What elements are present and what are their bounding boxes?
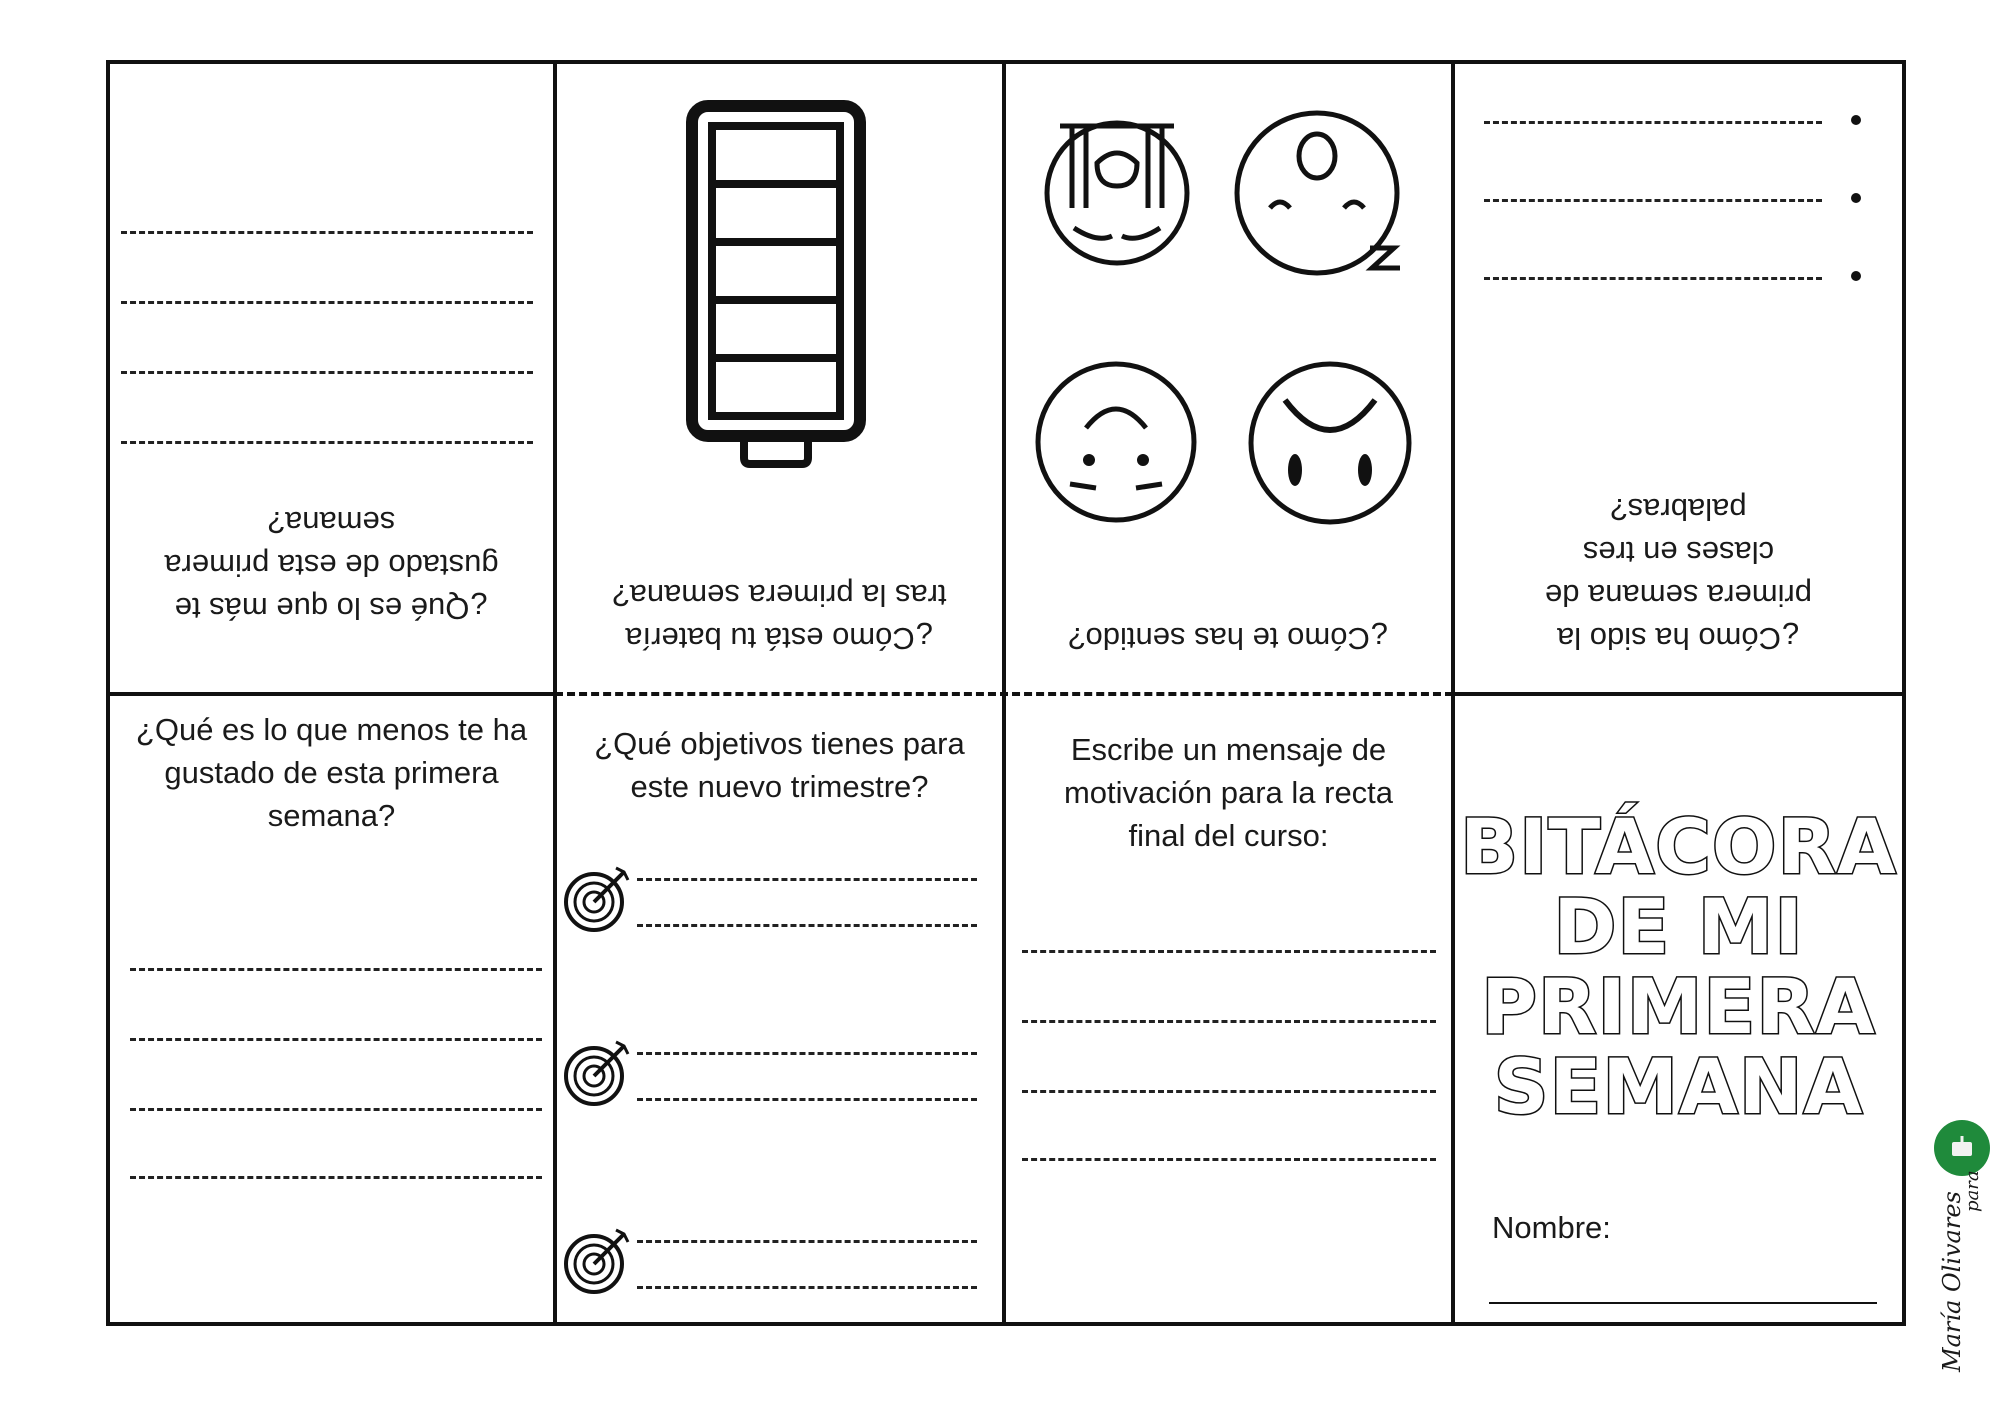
name-input-line[interactable] bbox=[1489, 1302, 1877, 1304]
panel-top-1 bbox=[110, 64, 553, 692]
question-objectives: ¿Qué objetivos tienes para este nuevo trimestre? bbox=[594, 726, 965, 804]
sad-face-icon bbox=[1034, 360, 1198, 524]
question-worst-thing: ¿Qué es lo que menos te ha gustado de esta primera semana? bbox=[135, 712, 528, 833]
answer-line[interactable] bbox=[1022, 1090, 1436, 1093]
answer-line[interactable] bbox=[121, 441, 533, 444]
answer-line[interactable] bbox=[1022, 1158, 1436, 1161]
answer-line[interactable] bbox=[1484, 199, 1822, 202]
answer-line[interactable] bbox=[130, 1038, 542, 1041]
answer-line[interactable] bbox=[130, 1176, 542, 1179]
angry-face-icon bbox=[1247, 360, 1413, 526]
question-three-words: ¿Cómo ha sido la primera semana de clases en tres palabras? bbox=[1544, 492, 1813, 656]
answer-line[interactable] bbox=[637, 1098, 977, 1101]
answer-line[interactable] bbox=[121, 371, 533, 374]
answer-line[interactable] bbox=[1484, 277, 1822, 280]
answer-line[interactable] bbox=[1022, 950, 1436, 953]
answer-line[interactable] bbox=[637, 1286, 977, 1289]
sleeping-face-icon bbox=[1232, 108, 1422, 278]
target-icon bbox=[562, 1036, 634, 1108]
logo-icon bbox=[1932, 1118, 1992, 1178]
target-icon bbox=[562, 1224, 634, 1296]
answer-line[interactable] bbox=[1484, 121, 1822, 124]
answer-line[interactable] bbox=[637, 924, 977, 927]
battery-icon bbox=[686, 100, 866, 470]
cover-title-line-1: BITÁCORA bbox=[1460, 802, 1897, 891]
panel-cover bbox=[1455, 696, 1902, 1322]
panel-bottom-3 bbox=[1006, 696, 1451, 1322]
name-label: Nombre: bbox=[1492, 1210, 1611, 1245]
cover-title-line-2: DE MI bbox=[1553, 882, 1804, 971]
question-feelings: ¿Cómo te has sentido? bbox=[1068, 621, 1389, 656]
question-battery: ¿Cómo está tu batería tras la primera semana? bbox=[612, 578, 947, 656]
question-motivation: Escribe un mensaje de motivación para la recta final del curso: bbox=[1063, 732, 1394, 853]
answer-line[interactable] bbox=[637, 878, 977, 881]
signature-suffix: para bbox=[1962, 1170, 1983, 1212]
question-best-thing: ¿Qué es lo que más te gustado de esta primera semana? bbox=[164, 505, 499, 626]
answer-line[interactable] bbox=[637, 1240, 977, 1243]
panel-bottom-1 bbox=[110, 696, 553, 1322]
answer-line[interactable] bbox=[637, 1052, 977, 1055]
target-icon bbox=[562, 862, 634, 934]
cover-title-line-3: PRIMERA bbox=[1481, 962, 1876, 1051]
bullet-dots bbox=[1846, 112, 1866, 292]
answer-line[interactable] bbox=[121, 301, 533, 304]
answer-line[interactable] bbox=[121, 231, 533, 234]
cover-title-line-4: SEMANA bbox=[1493, 1042, 1864, 1131]
answer-line[interactable] bbox=[1022, 1020, 1436, 1023]
panel-top-4 bbox=[1455, 64, 1902, 692]
signature-author: María Olivares bbox=[1938, 1191, 1966, 1372]
crying-face-icon bbox=[1042, 118, 1192, 268]
answer-line[interactable] bbox=[130, 1108, 542, 1111]
answer-line[interactable] bbox=[130, 968, 542, 971]
